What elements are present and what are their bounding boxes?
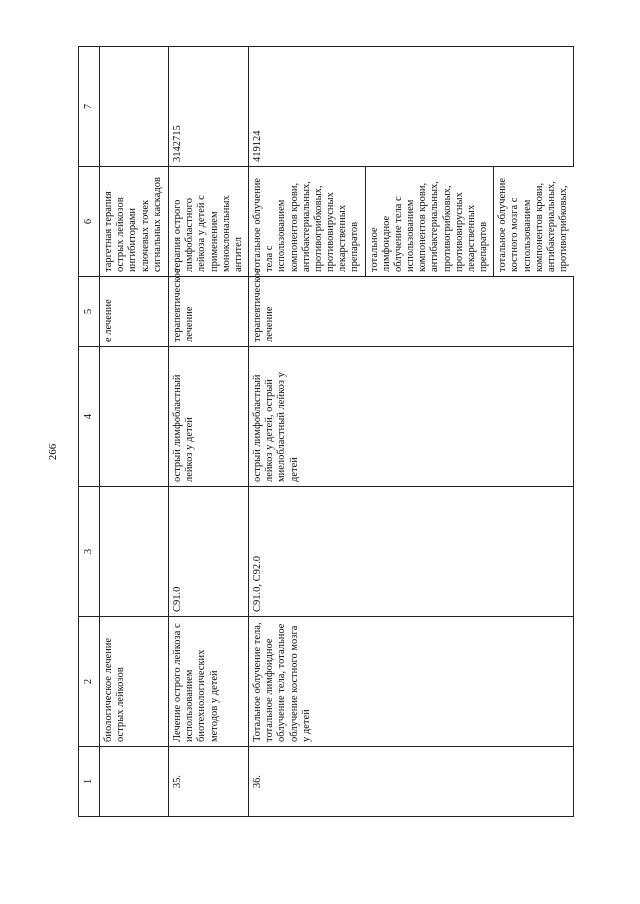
header-cell: 1 <box>79 747 100 817</box>
header-cell: 6 <box>79 167 100 277</box>
row-cost: 3142715 <box>169 47 249 167</box>
row-name: Тотальное облучение тела, тотальное лимфоидное облучение тела, тотальное облучение костного мозга у детей <box>249 617 574 747</box>
rotated-page <box>78 47 570 832</box>
row-cost <box>100 47 169 167</box>
row-type: е лечение <box>100 277 169 347</box>
row-method: терапия острого лимфобластного лейкоза у детей с применением моноклональных антител <box>169 167 249 277</box>
row-type: терапевтическое лечение <box>249 277 574 347</box>
services-table <box>78 46 574 817</box>
page-number: 266 <box>47 443 59 461</box>
row-method: тотальное облучение тела с использованием компонентов крови, антибактериальных, противогрибковых, противовирусных лекарственных препаратов <box>252 177 361 272</box>
row-number: 36. <box>249 747 574 817</box>
row-disease <box>100 347 169 487</box>
row-codes: C91.0 <box>169 487 249 617</box>
row-method: тотальное облучение костного мозга с использованием компонентов крови, антибактериальных, противогрибковых, <box>493 167 573 276</box>
table-row <box>100 47 169 817</box>
header-cell: 2 <box>79 617 100 747</box>
row-name: Лечение острого лейкоза с использованием биотехнологических методов у детей <box>169 617 249 747</box>
header-cell: 3 <box>79 487 100 617</box>
row-number: 35. <box>169 747 249 817</box>
row-disease: острый лимфобластный лейкоз у детей <box>169 347 249 487</box>
header-cell: 5 <box>79 277 100 347</box>
row-type: терапевтическое лечение <box>169 277 249 347</box>
row-name: биологическое лечение острых лейкозов <box>100 617 169 747</box>
row-disease: острый лимфобластный лейкоз у детей, острый миелобластный лейкоз у детей <box>249 347 574 487</box>
table-row <box>169 47 249 817</box>
row-number <box>100 747 169 817</box>
header-cell: 4 <box>79 347 100 487</box>
row-method: таргетная терапия острых лейкозов ингибиторами ключевых точек сигнальных каскадов <box>100 167 169 277</box>
row-codes: C91.0, C92.0 <box>249 487 574 617</box>
table-sheet <box>78 47 570 817</box>
row-cost: 419124 <box>249 47 574 167</box>
row-methods-cell <box>249 167 574 277</box>
methods-stack <box>249 167 573 276</box>
row-codes <box>100 487 169 617</box>
header-row <box>79 47 100 817</box>
header-cell: 7 <box>79 47 100 167</box>
table-row <box>249 47 574 817</box>
row-method: тотальное лимфоидное облучение тела с использованием компонентов крови, антибактериальных, противогрибковых, противовирусных лекарственных препаратов <box>365 167 494 276</box>
